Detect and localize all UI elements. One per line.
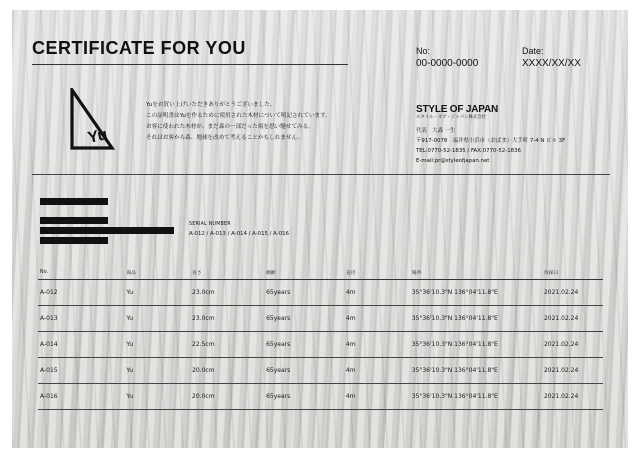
column-header: 直径 — [344, 265, 410, 280]
message-line: それはお客から森、地球を改めて考えることかもしれません。 — [146, 135, 303, 141]
table-cell: 35°36'10.3"N 136°04'11.8"E — [410, 384, 542, 410]
table-cell: 4m — [344, 332, 410, 358]
table-cell: 35°36'10.3"N 136°04'11.8"E — [410, 306, 542, 332]
redaction-bar — [40, 227, 174, 234]
company-name: STYLE OF JAPAN — [416, 104, 499, 115]
serial-number-label: SERIAL NUMBER — [189, 222, 231, 227]
logo-text: Yu — [86, 126, 110, 147]
table-row — [38, 384, 603, 410]
table-cell: 2021.02.24 — [542, 332, 603, 358]
table-cell: Yu — [124, 280, 190, 306]
table-cell: 65years — [264, 280, 344, 306]
table-cell: 65years — [264, 306, 344, 332]
message-line: お客に使われた木材が、まだ森の一部だった場を思い馳せてみる。 — [146, 124, 314, 130]
column-header: 商品 — [124, 265, 190, 280]
redaction-bar — [40, 217, 108, 224]
date-value: XXXX/XX/XX — [522, 58, 581, 69]
table-cell: 4m — [344, 280, 410, 306]
table-header-row — [38, 265, 603, 280]
table-cell: 35°36'10.3"N 136°04'11.8"E — [410, 280, 542, 306]
wood-details-table — [38, 265, 603, 410]
table-cell: 2021.02.24 — [542, 306, 603, 332]
column-header: 長さ — [190, 265, 264, 280]
table-cell: 20.0cm — [190, 384, 264, 410]
table-cell: A-015 — [38, 358, 124, 384]
table-cell: 65years — [264, 358, 344, 384]
table-row — [38, 358, 603, 384]
table-cell: 35°36'10.3"N 136°04'11.8"E — [410, 332, 542, 358]
table-cell: 65years — [264, 384, 344, 410]
table-cell: 2021.02.24 — [542, 384, 603, 410]
company-contact — [416, 126, 565, 166]
table-cell: Yu — [124, 306, 190, 332]
table-cell: A-016 — [38, 384, 124, 410]
table-cell: A-012 — [38, 280, 124, 306]
table-cell: A-013 — [38, 306, 124, 332]
table-cell: 4m — [344, 306, 410, 332]
column-header: 伐採日 — [542, 265, 603, 280]
phone-fax: TEL:0770-52-1835 / FAX:0770-52-1836 — [416, 148, 521, 154]
table-cell: 4m — [344, 358, 410, 384]
number-value: 00-0000-0000 — [416, 58, 479, 69]
table-cell: A-014 — [38, 332, 124, 358]
table-cell: 20.0cm — [190, 358, 264, 384]
table-cell: Yu — [124, 358, 190, 384]
serial-number-value: A-012 / A-013 / A-014 / A-015 / A-016 — [189, 231, 289, 237]
number-label: No: — [416, 46, 431, 56]
table-cell: 35°36'10.3"N 136°04'11.8"E — [410, 358, 542, 384]
message-line: この証明書はYuを作るために使用された木材について明記されています。 — [146, 113, 331, 119]
title-underline — [32, 64, 348, 65]
table-cell: 2021.02.24 — [542, 280, 603, 306]
message-line: Yuをお買い上げいただきありがとうございました。 — [146, 102, 276, 108]
column-header: No. — [38, 265, 124, 280]
section-divider — [32, 174, 610, 175]
column-header: 場所 — [410, 265, 542, 280]
table-row — [38, 332, 603, 358]
email: E-mail:pr@styleofjapan.net — [416, 158, 490, 164]
table-row — [38, 280, 603, 306]
redaction-bar — [40, 237, 108, 244]
date-label: Date: — [522, 46, 544, 56]
certificate-sheet — [12, 10, 628, 448]
table-cell: Yu — [124, 384, 190, 410]
column-header: 樹齢 — [264, 265, 344, 280]
table-cell: 23.0cm — [190, 280, 264, 306]
table-cell: 2021.02.24 — [542, 358, 603, 384]
table-cell: 22.5cm — [190, 332, 264, 358]
table-cell: Yu — [124, 332, 190, 358]
representative: 代表 大森 一生 — [416, 128, 456, 134]
thank-you-message — [146, 100, 406, 144]
company-subtitle: スタイル・オブ・ジャパン株式会社 — [416, 115, 486, 120]
redaction-bar — [40, 198, 108, 205]
triangle-yu-logo-icon — [66, 88, 116, 150]
table-row — [38, 306, 603, 332]
certificate-title: CERTIFICATE FOR YOU — [32, 38, 246, 58]
address: 〒917-0078 福井県小浜市（おばま）大手町 7-4 N ビル 3F — [416, 138, 566, 144]
table-cell: 65years — [264, 332, 344, 358]
table-cell: 23.0cm — [190, 306, 264, 332]
table-cell: 4m — [344, 384, 410, 410]
